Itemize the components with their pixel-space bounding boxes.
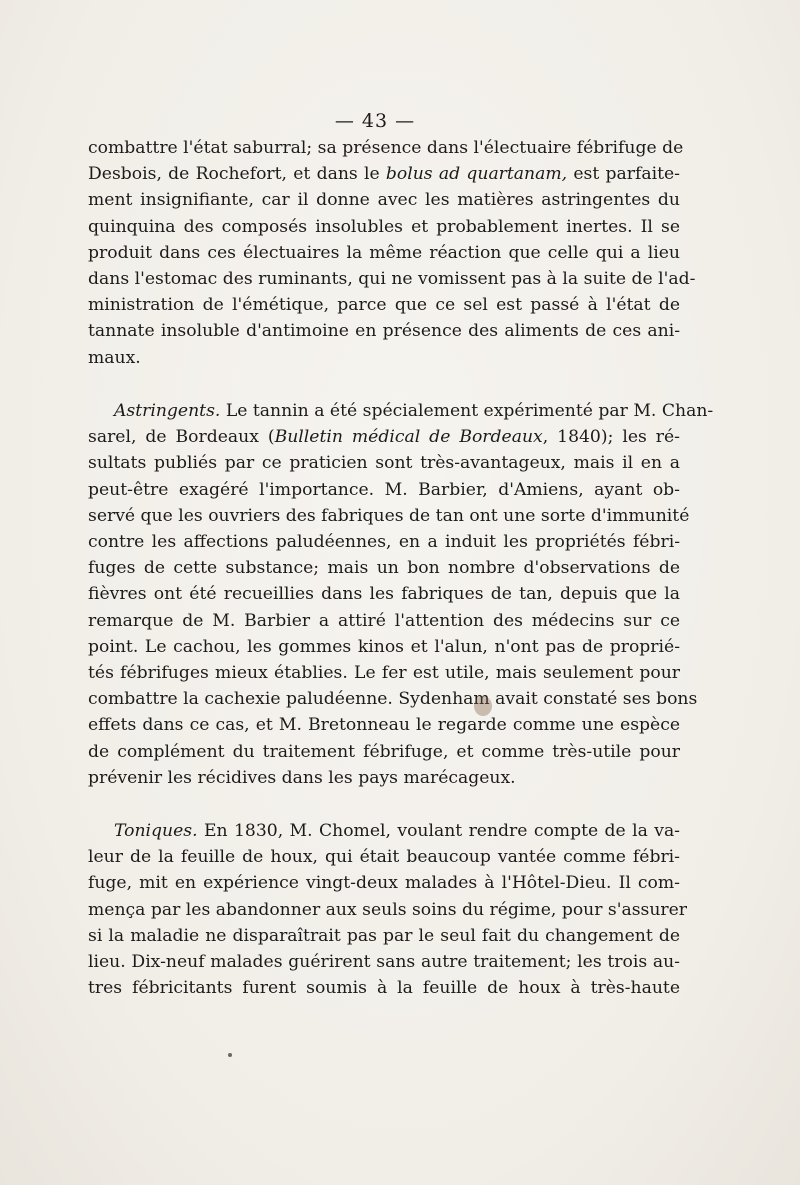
text-run: mença par les abandonner aux seuls soins du régime, pour s'assurer: [88, 899, 688, 920]
ink-stain: [474, 696, 492, 716]
text-line: [88, 398, 714, 424]
text-line: [88, 818, 680, 844]
text-run: sultats publiés par ce praticien sont très-avantageux, mais il en a: [88, 453, 680, 474]
text-run: effets dans ce cas, et M. Bretonneau le regarde comme une espèce: [88, 715, 680, 736]
text-run: sarel, de Bordeaux (: [88, 427, 275, 448]
text-line: [88, 450, 680, 476]
italic-text: bolus ad quartanam,: [385, 164, 568, 185]
print-speck: [228, 1053, 232, 1057]
text-run: Desbois, de Rochefort, et dans le: [88, 164, 386, 185]
text-run: tannate insoluble d'antimoine en présence des aliments de ces ani-: [88, 321, 680, 342]
text-run: contre les affections paludéennes, en a induit les propriétés fébri-: [88, 532, 680, 553]
text-line: [88, 555, 680, 581]
text-run: , 1840); les ré-: [542, 427, 680, 448]
text-run: combattre la cachexie paludéenne. Sydenham avait constaté ses bons: [88, 689, 698, 710]
italic-text: Astringents.: [114, 401, 221, 421]
text-run: combattre l'état saburral; sa présence dans l'électuaire fébrifuge de: [88, 138, 684, 158]
paragraph-astringents: [88, 398, 714, 791]
paragraph-intro-continuation: [88, 135, 696, 371]
text-run: remarque de M. Barbier a attiré l'attention des médecins sur ce: [88, 610, 680, 631]
text-run: maux.: [88, 347, 141, 368]
text-line: [88, 870, 680, 896]
text-line: [88, 292, 680, 318]
text-line: [88, 581, 680, 607]
text-line: [88, 240, 680, 266]
text-line: [88, 135, 684, 161]
text-run: produit dans ces électuaires la même réaction que celle qui a lieu: [88, 242, 680, 263]
text-line: [88, 529, 680, 555]
text-run: peut-être exagéré l'importance. M. Barbier, d'Amiens, ayant ob-: [88, 479, 680, 500]
text-run: tés fébrifuges mieux établies. Le fer est utile, mais seulement pour: [88, 663, 680, 684]
text-line: [88, 765, 680, 791]
text-run: quinquina des composés insolubles et probablement inertes. Il se: [88, 216, 680, 237]
text-line: [88, 214, 680, 240]
text-line: [88, 608, 680, 634]
text-line: [88, 712, 680, 738]
text-run: fièvres ont été recueillies dans les fabriques de tan, depuis que la: [88, 584, 680, 605]
text-line: [88, 187, 680, 213]
text-run: fuges de cette substance; mais un bon nombre d'observations de: [88, 558, 680, 579]
text-line: [88, 660, 680, 686]
text-line: [88, 424, 680, 450]
paragraph-toniques: [88, 818, 688, 1001]
text-line: [88, 345, 680, 371]
text-run: leur de la feuille de houx, qui était beaucoup vantée comme fébri-: [88, 847, 680, 868]
text-run: point. Le cachou, les gommes kinos et l'alun, n'ont pas de proprié-: [88, 636, 680, 657]
text-run: de complément du traitement fébrifuge, et comme très-utile pour: [88, 741, 680, 762]
text-run: En 1830, M. Chomel, voulant rendre compte de la va-: [197, 821, 680, 841]
text-line: [88, 739, 680, 765]
text-run: ment insignifiante, car il donne avec les matières astringentes du: [88, 190, 680, 211]
text-line: [88, 923, 680, 949]
text-line: [88, 949, 680, 975]
text-line: [88, 503, 690, 529]
text-run: est parfaite-: [567, 164, 680, 185]
text-line: [88, 686, 698, 712]
text-run: lieu. Dix-neuf malades guérirent sans autre traitement; les trois au-: [88, 952, 680, 973]
text-line: [88, 161, 680, 187]
page-number: — 43 —: [334, 110, 416, 132]
text-line: [88, 897, 688, 923]
italic-text: Toniques.: [114, 821, 198, 841]
text-run: servé que les ouvriers des fabriques de tan ont une sorte d'immunité: [88, 505, 690, 526]
italic-text: Bulletin médical de Bordeaux: [274, 427, 543, 448]
text-run: dans l'estomac des ruminants, qui ne vomissent pas à la suite de l'ad-: [88, 269, 696, 290]
text-line: [88, 266, 696, 292]
text-line: [88, 975, 680, 1001]
text-run: Le tannin a été spécialement expérimenté par M. Chan-: [220, 401, 714, 421]
text-run: tres fébricitants furent soumis à la feuille de houx à très-haute: [88, 978, 680, 999]
text-line: [88, 634, 680, 660]
text-run: si la maladie ne disparaîtrait pas par le seul fait du changement de: [88, 925, 680, 946]
text-line: [88, 318, 680, 344]
text-line: [88, 844, 680, 870]
text-run: fuge, mit en expérience vingt-deux malades à l'Hôtel-Dieu. Il com-: [88, 873, 680, 894]
text-line: [88, 477, 680, 503]
text-run: prévenir les récidives dans les pays marécageux.: [88, 767, 516, 788]
text-run: ministration de l'émétique, parce que ce sel est passé à l'état de: [88, 295, 680, 316]
